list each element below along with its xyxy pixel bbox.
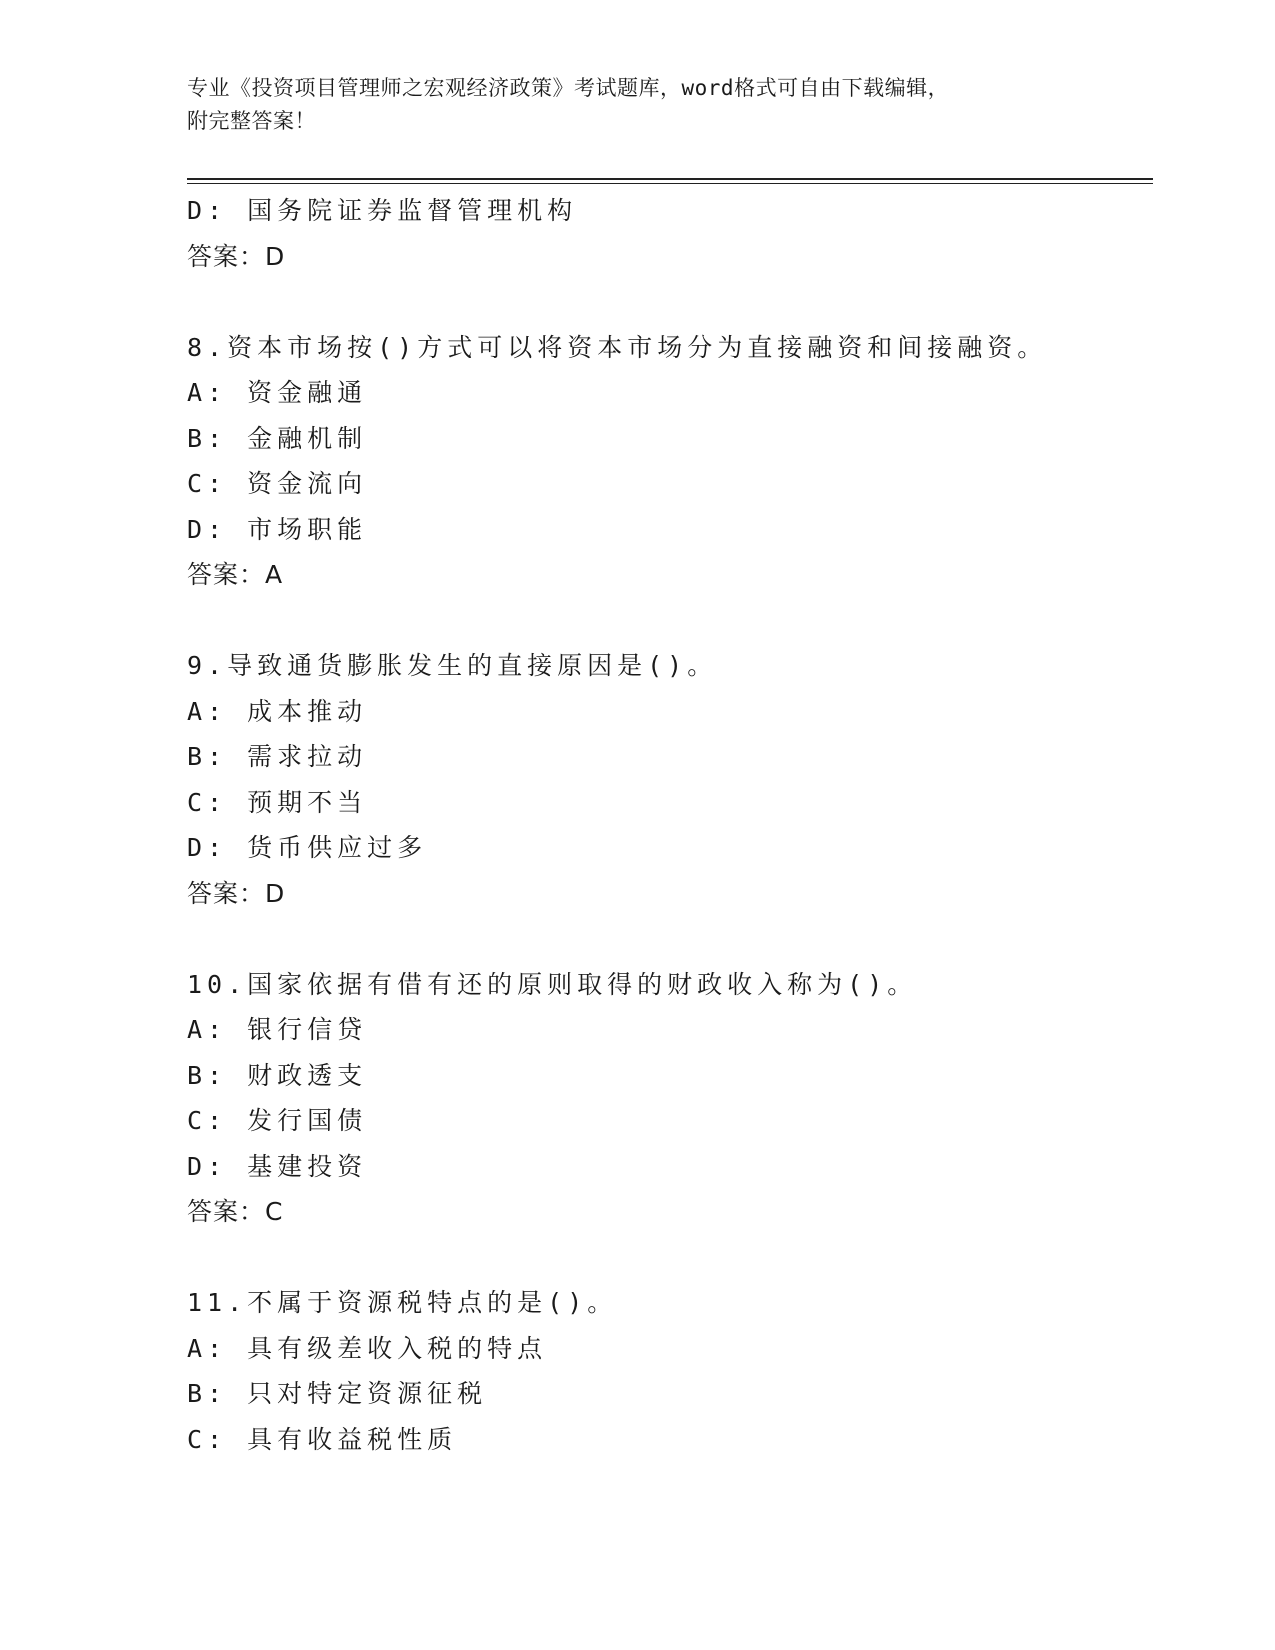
answer: 答案：D [187,241,286,271]
question-stem: 9.导致通货膨胀发生的直接原因是()。 [187,651,718,680]
option-c: C: 发行国债 [187,1106,368,1135]
spacer [187,916,1153,962]
option-b: B: 需求拉动 [187,742,368,771]
option-b: B: 财政透支 [187,1060,368,1090]
question-block [187,325,1153,598]
spacer [187,1235,1153,1281]
option-a: A: 成本推动 [187,696,368,726]
option-d: D: 国务院证券监督管理机构 [187,196,578,225]
option-a: A: 银行信贷 [187,1015,368,1044]
option-d: D: 市场职能 [187,514,368,544]
option-a: A: 资金融通 [187,378,368,407]
header-line-2: 附完整答案！ [187,109,316,133]
option-c: C: 资金流向 [187,469,368,498]
header-divider-thick [187,178,1153,180]
header-divider-thin [187,183,1153,184]
spacer [187,598,1153,644]
option-c: C: 预期不当 [187,787,368,817]
option-b: B: 只对特定资源征税 [187,1379,488,1408]
option-d: D: 货币供应过多 [187,833,428,862]
option-d: D: 基建投资 [187,1151,368,1181]
answer: 答案：C [187,1197,284,1226]
question-block [187,1280,1153,1462]
answer: 答案：A [187,560,284,589]
option-c: C: 具有收益税性质 [187,1424,458,1454]
option-a: A: 具有级差收入税的特点 [187,1333,548,1363]
question-stem: 10.国家依据有借有还的原则取得的财政收入称为()。 [187,969,918,999]
option-b: B: 金融机制 [187,423,368,453]
question-block [187,962,1153,1235]
document-header [187,72,1087,138]
question-list [187,188,1153,1462]
answer: 答案：D [187,878,286,908]
header-line-1: 专业《投资项目管理师之宏观经济政策》考试题库，word格式可自由下载编辑， [187,76,950,100]
question-block [187,643,1153,916]
question-stem: 8.资本市场按()方式可以将资本市场分为直接融资和间接融资。 [187,332,1048,362]
question-stem: 11.不属于资源税特点的是()。 [187,1288,618,1317]
spacer [187,279,1153,325]
